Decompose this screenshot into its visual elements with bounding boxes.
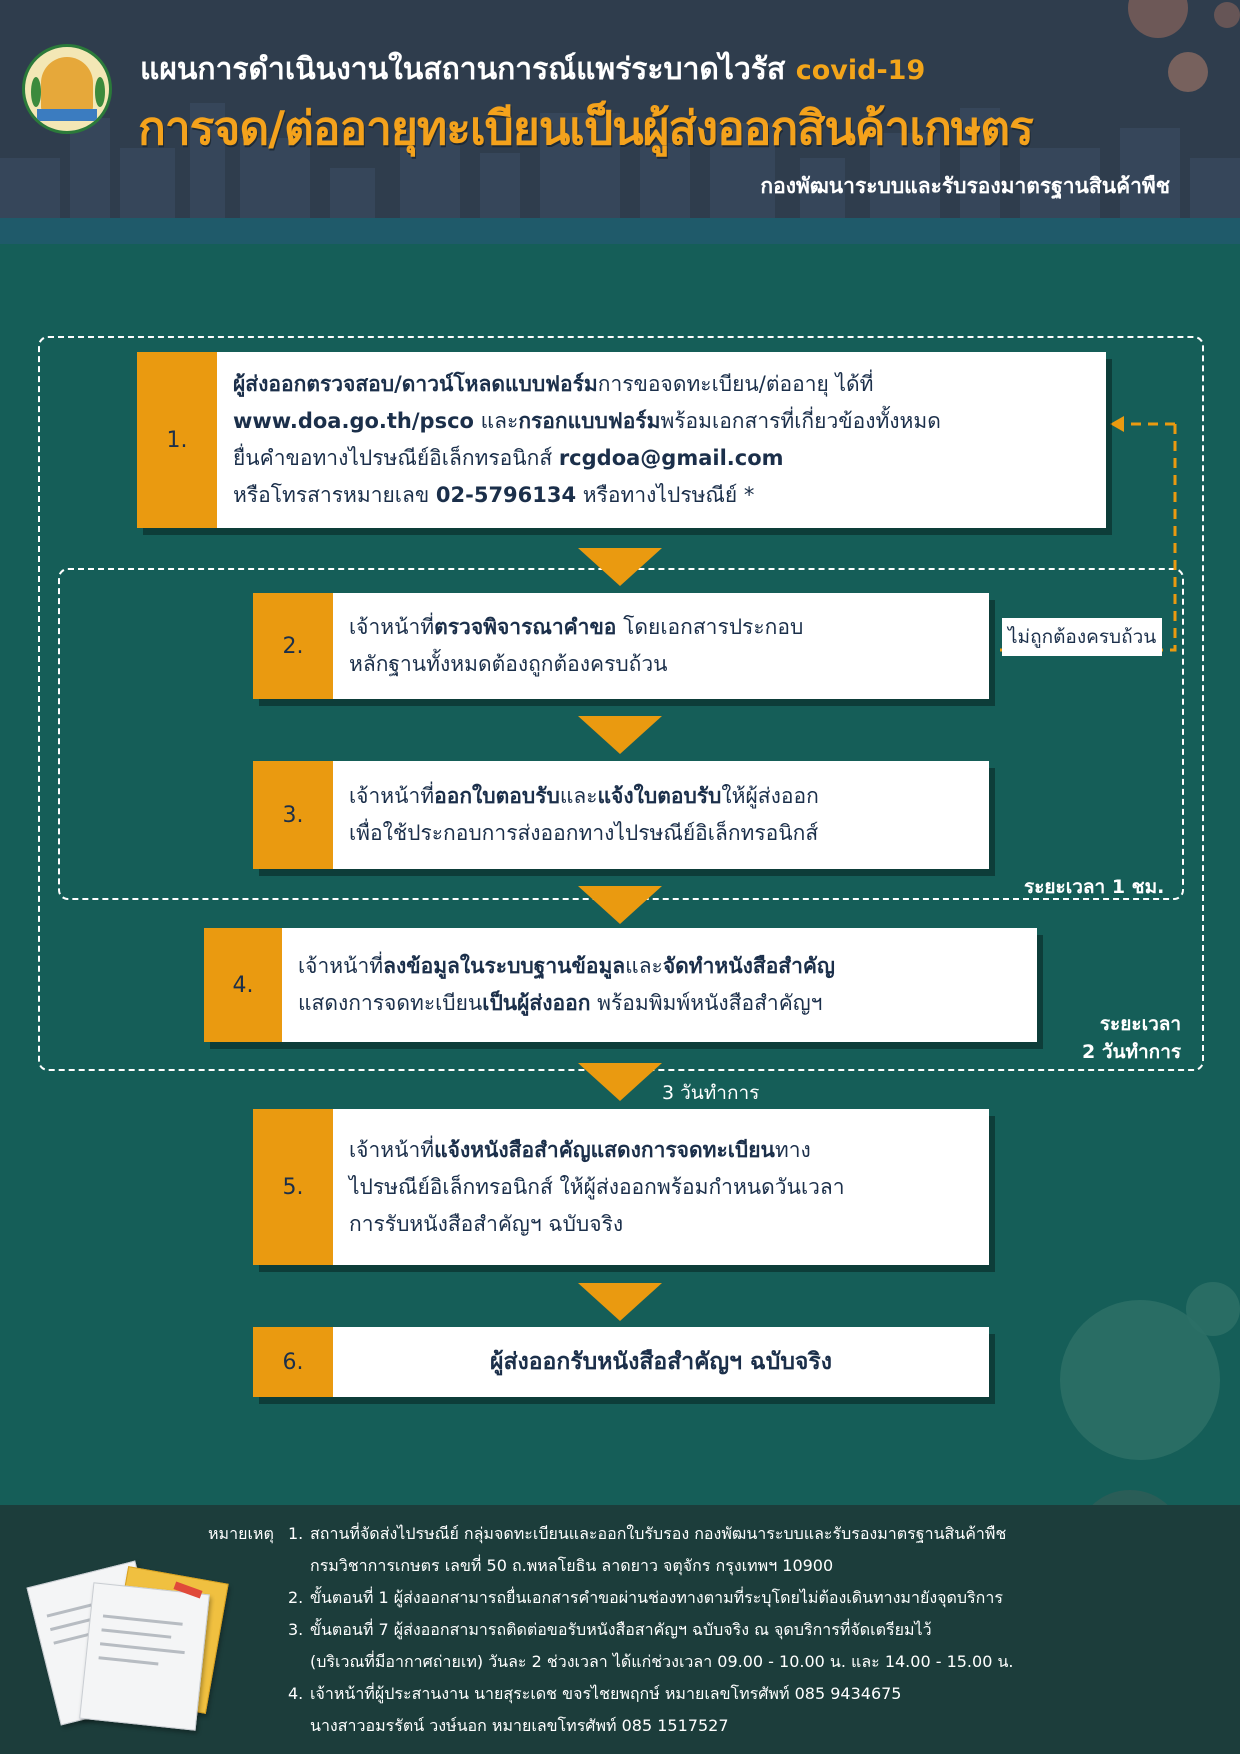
step-text-run: ยื่นคำขอทางไปรษณีย์อิเล็กทรอนิกส์ [233, 446, 559, 470]
documents-icon [26, 1552, 226, 1732]
step-text [333, 761, 989, 869]
step-line [349, 1169, 973, 1206]
step-text-run: หรือโทรสารหมายเลข [233, 483, 436, 507]
step-text-run: พร้อมพิมพ์หนังสือสำคัญฯ [590, 991, 823, 1015]
step-line [349, 815, 973, 852]
notes-heading [208, 1582, 288, 1614]
note-row [208, 1582, 1013, 1614]
down-arrow [578, 886, 662, 924]
step-line [349, 1206, 973, 1243]
step-3 [253, 761, 989, 869]
duration-two-days-line2: 2 วันทำการ [1082, 1041, 1182, 1063]
step-text-run: เจ้าหน้าที่ [349, 615, 435, 639]
step-line [233, 403, 1090, 440]
note-row [208, 1710, 1013, 1742]
step-text-run: โดยเอกสารประกอบ [616, 615, 804, 639]
step-text-run: แสดงการจดทะเบียน [298, 991, 483, 1015]
step-text-run: เจ้าหน้าที่ [349, 784, 435, 808]
duration-two-days [1082, 1010, 1181, 1066]
step-line [233, 477, 1090, 514]
step-line [298, 948, 1021, 985]
duration-three-days: 3 วันทำการ [662, 1082, 760, 1104]
down-arrow [578, 548, 662, 586]
note-row [208, 1614, 1013, 1646]
step-text-bold: กรอกแบบฟอร์ม [518, 409, 661, 433]
step-text-run: เพื่อใช้ประกอบการส่งออกทางไปรษณีย์อิเล็กทรอนิกส์ [349, 821, 819, 845]
step-text-bold: rcgdoa@gmail.com [558, 446, 784, 470]
step-number: 3. [253, 761, 333, 869]
note-text: ขั้นตอนที่ 7 ผู้ส่งออกสามารถติดต่อขอรับหนังสือสาคัญฯ ฉบับจริง ณ จุดบริการที่จัดเตรียมไว้ [310, 1620, 932, 1639]
down-arrow [578, 1063, 662, 1101]
header-stripe [0, 218, 1240, 244]
step-text-run: และ [559, 784, 598, 808]
step-number: 6. [253, 1327, 333, 1397]
note-text: (บริเวณที่มีอากาศถ่ายเท) วันละ 2 ช่วงเวลา ได้แก่ช่วงเวลา 09.00 - 10.00 น. และ 14.00 - 15.00 น. [310, 1652, 1014, 1671]
note-text: เจ้าหน้าที่ผู้ประสานงาน นายสุระเดช ขจรไชยพฤกษ์ หมายเลขโทรศัพท์ 085 9434675 [310, 1684, 902, 1703]
down-arrow [578, 1283, 662, 1321]
department-logo [22, 44, 112, 134]
note-text: นางสาวอมรรัตน์ วงษ์นอก หมายเลขโทรศัพท์ 085 1517527 [310, 1716, 729, 1735]
step-text-bold: ลงข้อมูลในระบบฐานข้อมูล [383, 954, 626, 978]
step-text-bold: ตรวจพิจารณาคำขอ [434, 615, 617, 639]
step-text-run: เจ้าหน้าที่ [349, 1137, 435, 1162]
step-line [298, 985, 1021, 1022]
header-subtitle: กองพัฒนาระบบและรับรองมาตรฐานสินค้าพืช [760, 174, 1170, 198]
step-text-bold: จัดทำหนังสือสำคัญ [662, 954, 835, 978]
notes-heading [208, 1614, 288, 1646]
note-text: ขั้นตอนที่ 1 ผู้ส่งออกสามารถยื่นเอกสารคำขอผ่านช่องทางตามที่ระบุโดยไม่ต้องเดินทางมายังจุดบริการ [310, 1588, 1003, 1607]
step-text-run: และ [473, 409, 519, 433]
page-title: การจด/ต่ออายุทะเบียนเป็นผู้ส่งออกสินค้าเกษตร [138, 101, 1033, 155]
notes-heading [208, 1678, 288, 1710]
notes-heading [208, 1710, 288, 1742]
note-row [208, 1550, 1013, 1582]
virus-icon [1128, 0, 1188, 38]
step-line [233, 440, 1090, 477]
note-number: 3. [288, 1620, 304, 1639]
header-title [140, 46, 925, 93]
notes-heading [208, 1550, 288, 1582]
step-text-run: และ [625, 954, 663, 978]
step-1 [137, 352, 1106, 528]
note-number [288, 1646, 310, 1678]
step-text-bold: เป็นผู้ส่งออก [482, 991, 591, 1015]
step-number: 4. [204, 928, 282, 1042]
step-text-bold: แจ้งหนังสือสำคัญแสดงการจดทะเบียน [434, 1137, 775, 1162]
header-title-covid: covid-19 [795, 55, 926, 86]
step-line [349, 1132, 973, 1169]
note-row [208, 1678, 1013, 1710]
step-text-bold: ผู้ส่งออกรับหนังสือสำคัญฯ ฉบับจริง [489, 1348, 832, 1375]
duration-one-hour: ระยะเวลา 1 ชม. [1024, 876, 1165, 898]
step-2 [253, 593, 989, 699]
note-number: 2. [288, 1588, 304, 1607]
step-line [349, 609, 973, 646]
step-text-bold: 02-5796134 [435, 483, 577, 507]
notes [208, 1518, 1013, 1742]
step-number: 5. [253, 1109, 333, 1265]
step-line [349, 778, 973, 815]
step-text-run: การขอจดทะเบียน/ต่ออายุ ได้ที่ [597, 372, 874, 396]
step-text-run: เจ้าหน้าที่ [298, 954, 384, 978]
duration-two-days-line1: ระยะเวลา [1099, 1013, 1182, 1035]
note-number [288, 1710, 310, 1742]
step-line [233, 366, 1090, 403]
note-number [288, 1550, 310, 1582]
down-arrow [578, 716, 662, 754]
notes-heading: หมายเหตุ [208, 1524, 274, 1543]
note-number: 1. [288, 1524, 304, 1543]
step-text-bold: ผู้ส่งออกตรวจสอบ/ดาวน์โหลดแบบฟอร์ม [233, 372, 598, 396]
note-number: 4. [288, 1684, 304, 1703]
step-5 [253, 1109, 989, 1265]
step-text-bold: แจ้งใบตอบรับ [597, 784, 722, 808]
virus-icon [1168, 52, 1208, 92]
step-text [333, 1109, 989, 1265]
step-6 [253, 1327, 989, 1397]
step-text-run: หรือทางไปรษณีย์ * [576, 483, 755, 507]
step-text-bold: ออกใบตอบรับ [434, 784, 560, 808]
step-text-run: หลักฐานทั้งหมดต้องถูกต้องครบถ้วน [349, 652, 668, 676]
note-text: กรมวิชาการเกษตร เลขที่ 50 ถ.พหลโยธิน ลาดยาว จตุจักร กรุงเทพฯ 10900 [310, 1556, 834, 1575]
step-text-run: ไปรษณีย์อิเล็กทรอนิกส์ ให้ผู้ส่งออกพร้อมกำหนดวันเวลา [349, 1174, 845, 1199]
step-4 [204, 928, 1037, 1042]
virus-icon [1214, 2, 1240, 28]
step-text-run: การรับหนังสือสำคัญฯ ฉบับจริง [349, 1211, 624, 1236]
notes-heading [208, 1646, 288, 1678]
step-text-bold: www.doa.go.th/psco [233, 409, 474, 433]
loop-label: ไม่ถูกต้องครบถ้วน [1002, 618, 1162, 656]
header-title-text: แผนการดำเนินงานในสถานการณ์แพร่ระบาดไวรัส [140, 52, 786, 87]
step-text [333, 1327, 989, 1397]
note-row [208, 1518, 1013, 1550]
step-text [333, 593, 989, 699]
note-row [208, 1646, 1013, 1678]
step-number: 2. [253, 593, 333, 699]
step-line [490, 1344, 832, 1381]
step-text-run: ให้ผู้ส่งออก [721, 784, 819, 808]
step-text [282, 928, 1037, 1042]
step-line [349, 646, 973, 683]
virus-icon [1186, 1282, 1240, 1336]
note-text: สถานที่จัดส่งไปรษณีย์ กลุ่มจดทะเบียนและออกใบรับรอง กองพัฒนาระบบและรับรองมาตรฐานสินค้าพืช [310, 1524, 1007, 1543]
step-text-run: ทาง [774, 1137, 811, 1162]
step-text-run: พร้อมเอกสารที่เกี่ยวข้องทั้งหมด [660, 409, 941, 433]
step-number: 1. [137, 352, 217, 528]
step-text [217, 352, 1106, 528]
